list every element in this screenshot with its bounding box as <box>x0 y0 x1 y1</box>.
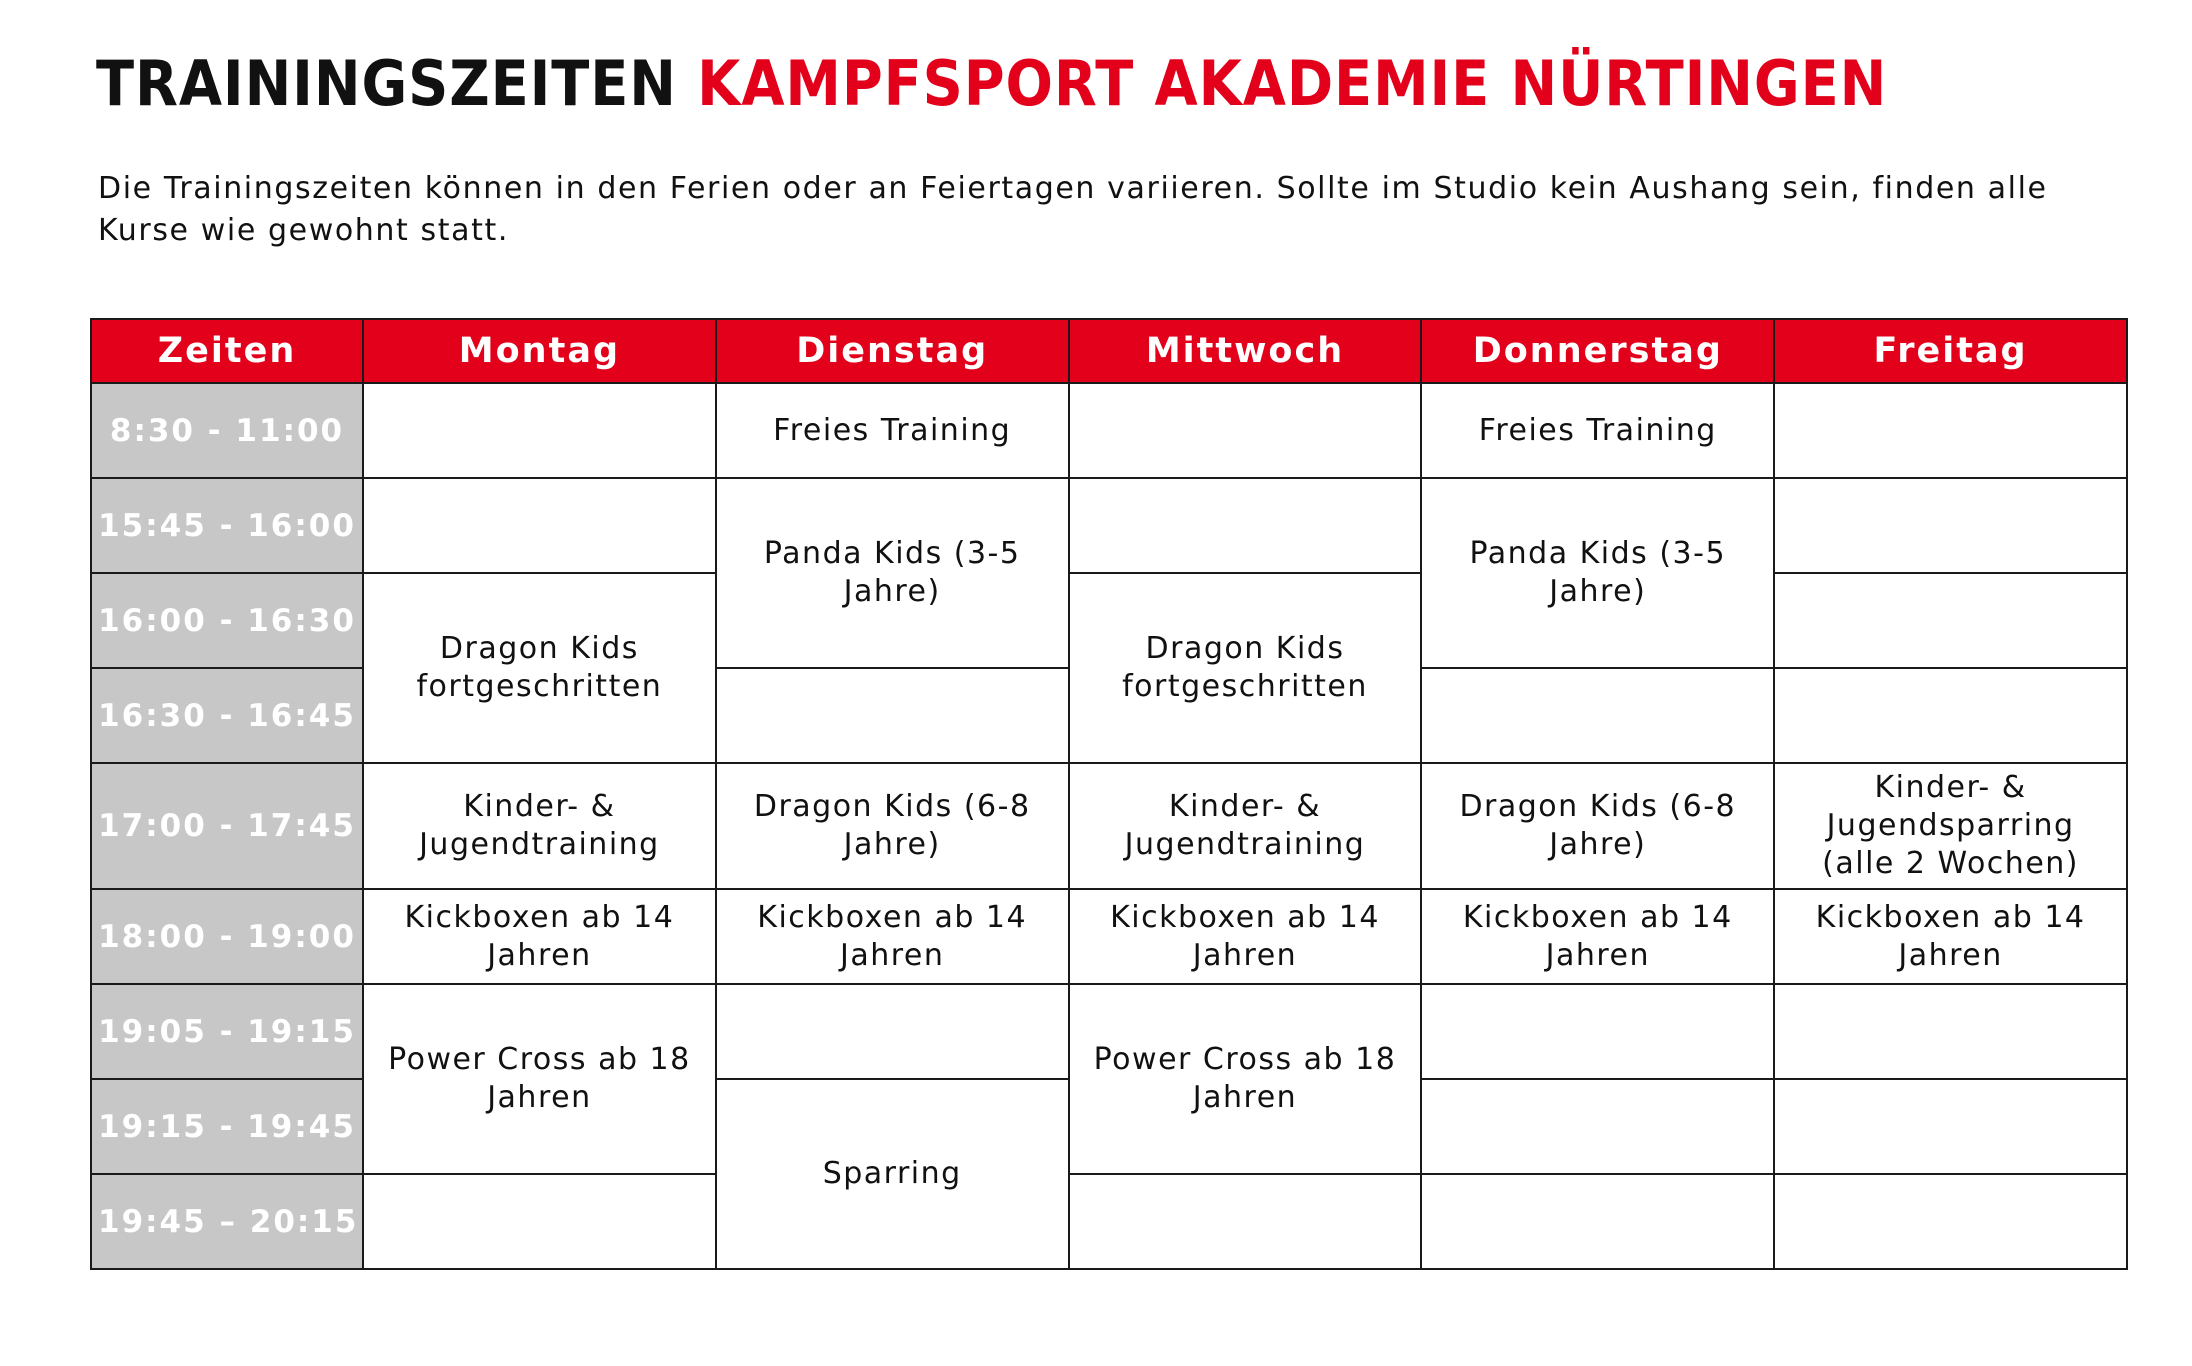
time-cell: 19:45 – 20:15 <box>91 1174 363 1269</box>
schedule-table <box>90 318 2128 1270</box>
time-cell: 16:00 - 16:30 <box>91 573 363 668</box>
header-freitag: Freitag <box>1774 319 2127 383</box>
empty-cell <box>1774 383 2127 478</box>
header-donnerstag: Donnerstag <box>1421 319 1774 383</box>
course-cell: Power Cross ab 18 Jahren <box>363 984 716 1174</box>
empty-cell <box>1069 478 1422 573</box>
course-cell: Panda Kids (3-5 Jahre) <box>1421 478 1774 668</box>
table-row <box>91 984 2127 1079</box>
page-title-red: KAMPFSPORT AKADEMIE NÜRTINGEN <box>697 47 1888 120</box>
course-cell: Panda Kids (3-5 Jahre) <box>716 478 1069 668</box>
time-cell: 19:05 - 19:15 <box>91 984 363 1079</box>
table-row <box>91 889 2127 984</box>
empty-cell <box>1774 984 2127 1079</box>
course-cell: Power Cross ab 18 Jahren <box>1069 984 1422 1174</box>
empty-cell <box>1069 1174 1422 1269</box>
course-cell: Dragon Kids (6-8 Jahre) <box>716 763 1069 889</box>
time-cell: 15:45 - 16:00 <box>91 478 363 573</box>
empty-cell <box>1774 573 2127 668</box>
course-cell: Kinder- & Jugendtraining <box>1069 763 1422 889</box>
empty-cell <box>363 478 716 573</box>
course-cell: Freies Training <box>716 383 1069 478</box>
empty-cell <box>1774 478 2127 573</box>
course-cell: Kinder- & Jugendtraining <box>363 763 716 889</box>
empty-cell <box>1421 984 1774 1079</box>
header-row <box>91 319 2127 383</box>
time-cell: 19:15 - 19:45 <box>91 1079 363 1174</box>
page-title <box>96 40 1887 128</box>
empty-cell <box>716 668 1069 763</box>
header-dienstag: Dienstag <box>716 319 1069 383</box>
time-cell: 17:00 - 17:45 <box>91 763 363 889</box>
course-cell: Kickboxen ab 14 Jahren <box>363 889 716 984</box>
intro-text: Die Trainingszeiten können in den Ferien oder an Feiertagen variieren. Sollte im Studio kein Aushang sein, finden alle Kurse wie gewohnt statt. <box>98 171 2048 248</box>
course-cell: Kickboxen ab 14 Jahren <box>1774 889 2127 984</box>
header-zeiten: Zeiten <box>91 319 363 383</box>
empty-cell <box>716 984 1069 1079</box>
header-montag: Montag <box>363 319 716 383</box>
header-mittwoch: Mittwoch <box>1069 319 1422 383</box>
empty-cell <box>1774 1174 2127 1269</box>
empty-cell <box>1421 668 1774 763</box>
page-title-black: TRAININGSZEITEN <box>96 47 677 120</box>
course-cell: Freies Training <box>1421 383 1774 478</box>
course-cell: Dragon Kids fortgeschritten <box>363 573 716 763</box>
course-cell: Dragon Kids (6-8 Jahre) <box>1421 763 1774 889</box>
table-row <box>91 1174 2127 1269</box>
empty-cell <box>363 1174 716 1269</box>
course-cell: Kickboxen ab 14 Jahren <box>1069 889 1422 984</box>
table-row <box>91 383 2127 478</box>
table-row <box>91 763 2127 889</box>
course-cell: Kickboxen ab 14 Jahren <box>1421 889 1774 984</box>
empty-cell <box>363 383 716 478</box>
course-cell: Kickboxen ab 14 Jahren <box>716 889 1069 984</box>
empty-cell <box>1774 1079 2127 1174</box>
empty-cell <box>1421 1174 1774 1269</box>
time-cell: 18:00 - 19:00 <box>91 889 363 984</box>
empty-cell <box>1774 668 2127 763</box>
time-cell: 16:30 - 16:45 <box>91 668 363 763</box>
empty-cell <box>1069 383 1422 478</box>
time-cell: 8:30 - 11:00 <box>91 383 363 478</box>
table-row <box>91 573 2127 668</box>
empty-cell <box>1421 1079 1774 1174</box>
course-cell: Dragon Kids fortgeschritten <box>1069 573 1422 763</box>
course-cell: Kinder- & Jugendsparring (alle 2 Wochen) <box>1774 763 2127 889</box>
course-cell: Sparring <box>716 1079 1069 1269</box>
table-row <box>91 478 2127 573</box>
